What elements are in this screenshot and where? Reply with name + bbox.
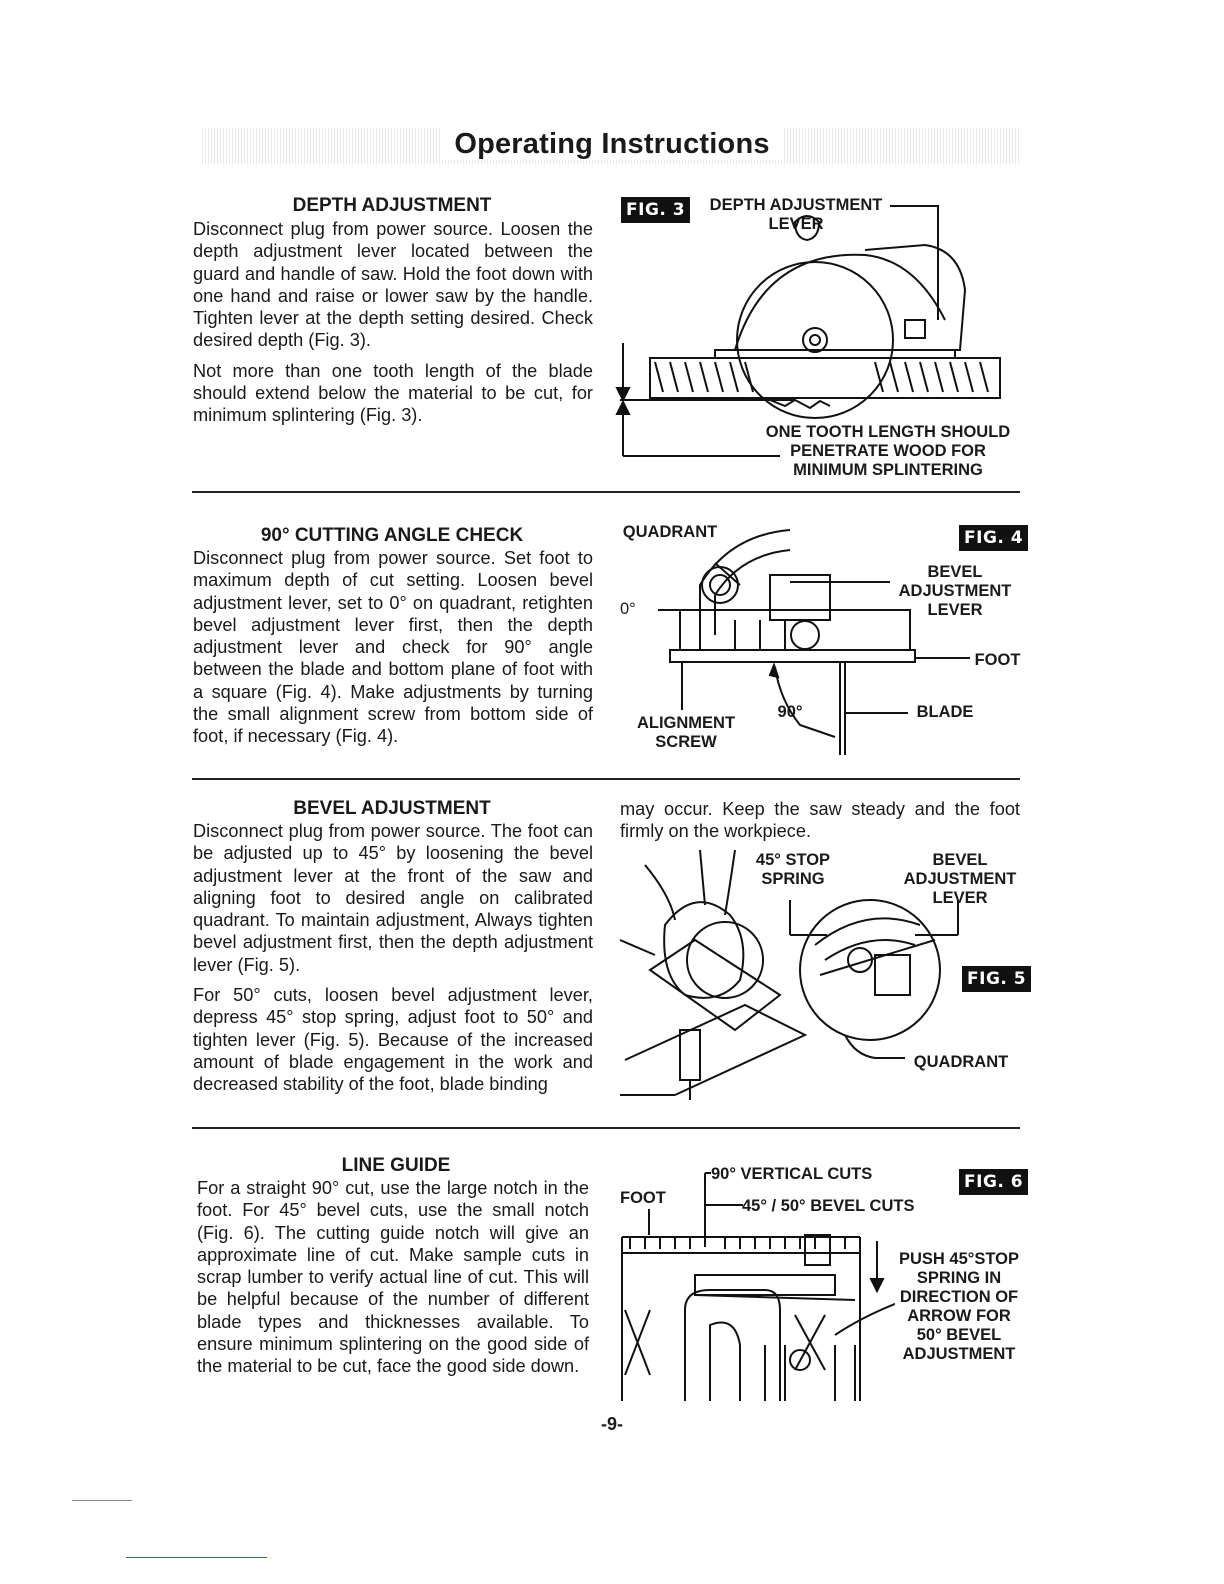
divider-3	[192, 1127, 1020, 1129]
line-text	[197, 1177, 589, 1386]
bevel-paragraph-1: Disconnect plug from power source. The foot can be adjusted up to 45° by loosening the bevel adjustment lever at the front of the saw and aligning foot to desired angle on calibrated quadrant. To maintain adjustment, Always tighten bevel adjustment first, then the depth adjustment lever (Fig. 5).	[193, 821, 593, 975]
bevel-title: BEVEL ADJUSTMENT	[293, 798, 491, 819]
fig6-line-guide-illustration	[615, 1165, 895, 1405]
fig4-badge: FIG. 4	[959, 525, 1028, 551]
footer-rule-blue	[126, 1557, 267, 1558]
angle-title: 90° CUTTING ANGLE CHECK	[260, 525, 524, 546]
fig4-label-screw: ALIGNMENT SCREW	[636, 714, 736, 751]
divider-2	[192, 778, 1020, 780]
bevel-text	[193, 820, 593, 1104]
bevel-paragraph-2: For 50° cuts, loosen bevel adjustment lever, depress 45° stop spring, adjust foot to 50° and tighten lever (Fig. 5). Because of the increased amount of blade engagement in the work and decreased stability of the foot, blade binding	[193, 985, 593, 1095]
divider-1	[192, 491, 1020, 493]
fig4-label-zero: 0°	[620, 600, 636, 618]
angle-text	[193, 547, 593, 756]
fig5-badge: FIG. 5	[962, 966, 1031, 992]
fig4-angle-check-illustration	[640, 525, 980, 755]
line-title: LINE GUIDE	[341, 1155, 451, 1176]
fig5-label-quadrant: QUADRANT	[913, 1053, 1009, 1071]
page-title: Operating Instructions	[0, 128, 1224, 161]
fig4-label-blade: BLADE	[916, 703, 974, 721]
fig4-label-quadrant: QUADRANT	[622, 523, 718, 541]
fig6-badge: FIG. 6	[959, 1169, 1028, 1195]
fig4-label-foot: FOOT	[974, 651, 1021, 669]
page-number: -9-	[601, 1414, 623, 1434]
fig6-label-foot: FOOT	[620, 1189, 666, 1207]
fig6-label-push: PUSH 45°STOP SPRING IN DIRECTION OF ARROW FOR 50° BEVEL ADJUSTMENT	[898, 1250, 1019, 1363]
fig3-label-lever: DEPTH ADJUSTMENT LEVER	[709, 196, 883, 233]
depth-paragraph-2: Not more than one tooth length of the blade should extend below the material to be cut, for minimum splintering (Fig. 3).	[193, 360, 593, 426]
angle-paragraph-1: Disconnect plug from power source. Set foot to maximum depth of cut setting. Loosen bevel adjustment lever, set to 0° on quadrant, retighten bevel adjustment lever first, then the depth adjustment lever and check for 90° angle between the blade and bottom plane of foot with a square (Fig. 4). Make adjustments by turning the small alignment screw from bottom side of foot, if necessary (Fig. 4).	[193, 548, 593, 747]
line-paragraph-1: For a straight 90° cut, use the large notch in the foot. For 45° bevel cuts, use the small notch (Fig. 6). The cutting guide notch will give an approximate line of cut. Make sample cuts in scrap lumber to verify actual line of cut. This will be helpful because of the number of different blade types and thicknesses available. To ensure minimum splintering on the good side of the material to be cut, face the good side down.	[197, 1178, 589, 1377]
fig5-bevel-illustration	[615, 845, 965, 1105]
fig3-badge: FIG. 3	[621, 197, 690, 223]
footer-rule-gray	[72, 1500, 132, 1501]
bevel-continued-text: may occur. Keep the saw steady and the foot firmly on the workpiece.	[620, 799, 1020, 842]
fig6-label-vertical: 90° VERTICAL CUTS	[711, 1165, 873, 1183]
fig5-label-bevel: BEVEL ADJUSTMENT LEVER	[903, 851, 1017, 907]
depth-text	[193, 218, 593, 435]
fig3-saw-depth-illustration	[615, 200, 1020, 465]
fig4-label-bevel: BEVEL ADJUSTMENT LEVER	[898, 563, 1012, 619]
depth-paragraph-1: Disconnect plug from power source. Loosen the depth adjustment lever located between the guard and handle of saw. Hold the foot down with one hand and raise or lower saw by the handle. Tighten lever at the depth setting desired. Check desired depth (Fig. 3).	[193, 219, 593, 351]
fig4-label-ninety: 90°	[777, 703, 803, 721]
depth-title: DEPTH ADJUSTMENT	[292, 195, 492, 216]
fig3-label-tooth: ONE TOOTH LENGTH SHOULD PENETRATE WOOD FOR MINIMUM SPLINTERING	[765, 423, 1011, 479]
fig5-label-stop: 45° STOP SPRING	[755, 851, 831, 888]
fig6-label-bevelcuts: 45° / 50° BEVEL CUTS	[742, 1197, 915, 1215]
